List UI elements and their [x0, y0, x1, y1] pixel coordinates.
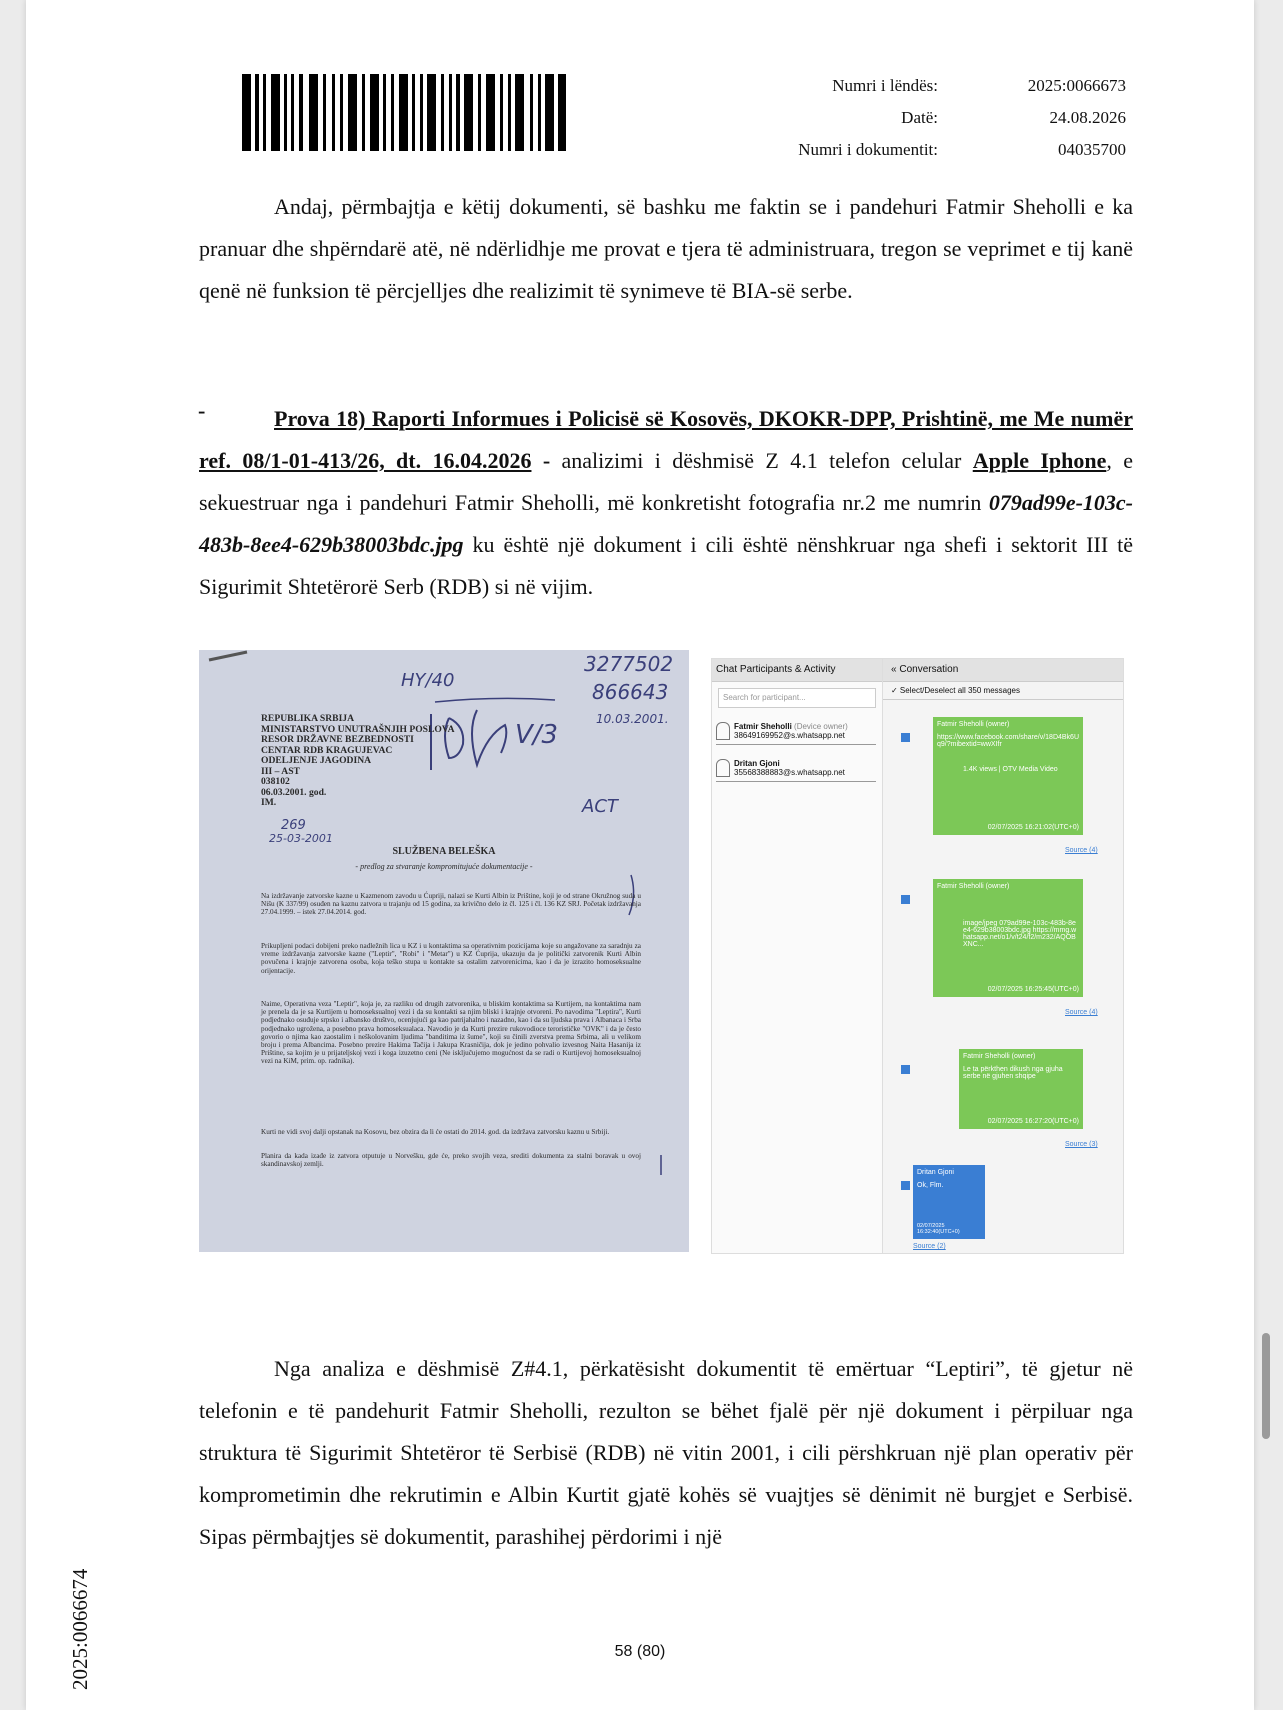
avatar-icon	[716, 722, 730, 740]
message-source-link: Source (4)	[1065, 1009, 1098, 1016]
message-checkbox	[901, 895, 910, 904]
conversation-panel	[883, 659, 1123, 1253]
letter-paragraph: Prikupljeni podaci dobijeni preko nadležnih lica u KZ i u kontaktima sa operativnim pozicijama koje su angažovane za saradnju za vreme izdržavanja zatvorske kazne ("Leptir", "Robi" i "Metar") u KZ Ćuprija, ukazuju da je politički zatvorenik Kurti Albin povučena i krajnje zatvorena osoba, koja teško stupa u kontakte sa ostalim zatvorenicima, kao i da je izrazito homoseksualne orijentacije.	[261, 942, 641, 975]
handwritten-number: 269	[281, 818, 306, 833]
evidence-paragraph: Prova 18) Raporti Informues i Policisë së Kosovës, DKOKR-DPP, Prishtinë, me Me numër ref. 08/1-01-413/26, dt. 16.04.2026 - analizimi i dëshmisë Z 4.1 telefon celular Apple Iphone, e sekuestruar nga i pandehuri Fatmir Sheholli, më konkretisht fotografia nr.2 me numrin 079ad99e-103c-483b-8ee4-629b38003bdc.jpg ku është një dokument i cili është nënshkruar nga shefi i sektorit III të Sigurimit Shtetërorë Serb (RDB) si në vijim.	[199, 406, 1133, 599]
handwritten-date: 25-03-2001	[269, 832, 333, 845]
message-checkbox	[901, 733, 910, 742]
side-case-number: 2025:0066674	[68, 1568, 92, 1690]
letter-header: REPUBLIKA SRBIJA MINISTARSTVO UNUTRAŠNJIH POSLOVA RESOR DRŽAVNE BEZBEDNOSTI CENTAR RDB KRAGUJEVAC ODELJENJE JAGODINA III – AST 038102 06.03.2001. god. IM.	[261, 713, 455, 808]
handwritten-number: 3277502	[584, 652, 674, 676]
letter-paragraph: Kurti ne vidi svoj dalji opstanak na Kosovu, bez obzira da li će ostati do 2014. god. da izdržava zatvorsku kaznu u Srbiji.	[261, 1128, 610, 1136]
chat-message: Fatmir Sheholli (owner) https://www.facebook.com/share/v/18D4Bk6Uq9/?mibextid=wwXIfr 1.4K views | OTV Media Video 02/07/2025 16:21:02(UTC+0)	[933, 717, 1083, 835]
message-source-link: Source (4)	[1065, 847, 1098, 854]
chat-message: Fatmir Sheholli (owner) Le ta përkthen dikush nga gjuha serbe në gjuhen shqipe 02/07/2025 16:27:20(UTC+0)	[959, 1049, 1083, 1129]
doc-number-label: Numri i dokumentit:	[798, 140, 938, 159]
handwritten-date: 10.03.2001.	[596, 712, 669, 726]
scanned-letter-image	[199, 650, 689, 1252]
letter-subtitle: - predlog za stvaranje kompromitujuće dokumentacije -	[355, 862, 533, 871]
handwritten-mark: V/3	[515, 720, 559, 750]
document-metadata	[756, 70, 1126, 166]
page-number: 58 (80)	[614, 1643, 666, 1660]
handwritten-note: ACT	[582, 796, 618, 817]
chat-message: Fatmir Sheholli (owner) image/jpeg 079ad99e-103c-483b-8ee4-629b38003bdc.jpg https://mmg.whatsapp.net/o1/v/t24/f2/m232/AQOBXNC... 02/07/2025 16:25:45(UTC+0)	[933, 879, 1083, 997]
photo-filename: 079ad99e-103c-483b-8ee4-629b38003bdc.jpg	[199, 490, 1133, 557]
chat-message: Dritan Gjoni Ok, Flm. 02/07/2025 16:32:40(UTC+0)	[913, 1165, 985, 1239]
evidence-images	[199, 650, 1122, 1252]
participant-search: Search for participant...	[718, 688, 876, 708]
evidence-title: Prova 18) Raporti Informues i Policisë së Kosovës, DKOKR-DPP, Prishtinë, me Me numër ref. 08/1-01-413/26, dt. 16.04.2026	[199, 406, 1133, 473]
participant-item: Fatmir Sheholli (Device owner) 38649169952@s.whatsapp.net	[716, 722, 876, 745]
paragraph-text: Andaj, përmbajtja e këtij dokumenti, së bashku me faktin se i pandehuri Fatmir Sheholli e ka pranuar dhe shpërndarë atë, në ndërlidhje me provat e tjera të administruara, tregon se veprimet e tij kanë qenë në funksion të përcjelljes dhe realizimit të synimeve të BIA-së serbe.	[199, 194, 1133, 303]
paragraph-analysis	[199, 1348, 1133, 1558]
conversation-title: « Conversation	[883, 659, 1123, 682]
message-source-link: Source (3)	[1065, 1141, 1098, 1148]
letter-title: SLUŽBENA BELEŠKA	[392, 846, 496, 857]
date-value: 24.08.2026	[1049, 108, 1126, 127]
message-checkbox	[901, 1065, 910, 1074]
chat-participants-panel	[712, 659, 883, 1253]
letter-paragraph: Na izdržavanje zatvorske kazne u Kazmenom zavodu u Ćupriji, nalazi se Kurti Albin iz Prištine, koji je od strane Okružnog suda u Nišu (K 337/99) osuđen na kaznu zatvora u trajanju od 15 godina, za krivično delo iz čl. 125 i čl. 136 KZ SRJ. Početak izdržavanja 27.04.1999. – istek 27.04.2014. god.	[261, 892, 641, 917]
participants-panel-title: Chat Participants & Activity	[712, 659, 882, 682]
handwritten-note: HY/40	[401, 670, 455, 691]
scrollbar-thumb[interactable]	[1262, 1333, 1270, 1439]
date-label: Datë:	[901, 108, 938, 127]
case-number: 2025:0066673	[1027, 76, 1126, 95]
chat-screenshot	[711, 658, 1124, 1254]
letter-paragraph: Naime, Operativna veza "Leptir", koja je, za razliku od drugih zatvorenika, u bliskim kontaktima sa Kurtijem, na kontaktima nam je prenela da je sa Kurtijem u homoseksualnoj vezi i da su kontakti sa njim bliski i krajnje otvoreni. Po navodima "Leptira", Kurti podjednako osuđuje srpsko i albansko društvo, ocenjujući ga kao patrijahalno i nazadno, kao i da su ljudska prava i Albanaca i Srba podjednako ugrožena, a posebno prava homoseksualaca. Navodio je da Kurti prezire rukovodioce terorističke "OVK" i da je često govorio o njima kao zaostalim i neškolovanim ljudima "banditima iz šume", koji su činili zverstva prema Srbima, ali u velikom broju i prema Albancima. Posebno prezire Hakima Tačija i Jakupa Krasničija, dok je jedino pohvalio izvesnog Naita Hasanija iz Prištine, sa kojim je u prijateljskoj vezi i koga izuzetno ceni (Ne isključujemo mogućnost da se radi o Kurtijevoj homoseksualnoj vezi na KiM, prim. op. radnika).	[261, 1000, 641, 1066]
handwritten-number: 866643	[592, 680, 669, 704]
message-checkbox	[901, 1181, 910, 1190]
avatar-icon	[716, 759, 730, 777]
doc-number: 04035700	[1058, 140, 1126, 159]
paragraph-conclusion	[199, 186, 1133, 312]
message-source-link: Source (2)	[913, 1243, 946, 1250]
paragraph-text: Nga analiza e dëshmisë Z#4.1, përkatësisht dokumentit të emërtuar “Leptiri”, të gjetur në telefonin e të pandehurit Fatmir Sheholli, rezulton se bëhet fjalë për një dokument i përpiluar nga struktura të Sigurimit Shtetëror të Serbisë (RDB) në vitin 2001, i cili përshkruan një plan operativ për komprometimin dhe rekrutimin e Albin Kurtit gjatë kohës së vuajtjes së dënimit në burgjet e Serbisë. Sipas përmbajtjes së dokumentit, parashihej përdorimi i një	[199, 1356, 1133, 1549]
barcode	[242, 74, 566, 151]
list-dash: -	[198, 398, 206, 423]
select-all-messages: ✓ Select/Deselect all 350 messages	[883, 682, 1123, 700]
device-name: Apple Iphone	[972, 448, 1107, 473]
case-number-label: Numri i lëndës:	[832, 76, 938, 95]
participant-item: Dritan Gjoni 35568388883@s.whatsapp.net	[716, 759, 876, 782]
letter-paragraph: Planira da kada izađe iz zatvora otputuje u Norvešku, gde će, preko svojih veza, srediti dokumenta za stalni boravak u ovoj skandinavskoj zemlji.	[261, 1152, 641, 1169]
document-page	[26, 0, 1254, 1710]
